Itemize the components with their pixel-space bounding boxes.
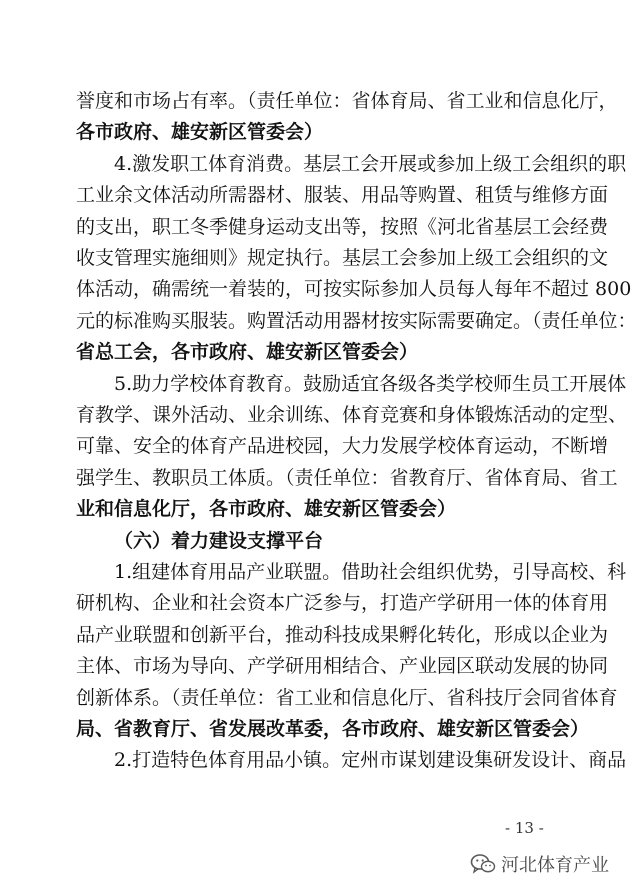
text-line: 工业余文体活动所需器材、服装、用品等购置、租赁与维修方面 — [76, 184, 609, 206]
text-line: 的支出，职工冬季健身运动支出等，按照《河北省基层工会经费 — [76, 216, 609, 238]
text-line: 主体、市场为导向、产学研用相结合、产业园区联动发展的协同 — [76, 655, 609, 677]
watermark-text: 河北体育产业 — [501, 855, 609, 876]
text-line: 省总工会，各市政府、雄安新区管委会） — [76, 341, 419, 363]
text-line: 育教学、课外活动、业余训练、体育竞赛和身体锻炼活动的定型、 — [76, 404, 628, 426]
text-line: 1.组建体育用品产业联盟。借助社会组织优势，引导高校、科 — [114, 561, 627, 583]
text-line: （六）着力建设支撑平台 — [114, 530, 324, 552]
text-line: 体活动，确需统一着装的，可按实际参加人员每人每年不超过 800 — [76, 278, 632, 300]
text-line: 业和信息化厅，各市政府、雄安新区管委会） — [76, 498, 457, 520]
text-line: 收支管理实施细则》规定执行。基层工会参加上级工会组织的文 — [76, 247, 609, 269]
wechat-icon — [470, 853, 496, 875]
text-line: 局、省教育厅、省发展改革委，各市政府、雄安新区管委会） — [76, 718, 590, 740]
text-line: 4.激发职工体育消费。基层工会开展或参加上级工会组织的职 — [114, 153, 627, 175]
text-line: 誉度和市场占有率。（责任单位：省体育局、省工业和信息化厅， — [76, 90, 618, 112]
text-line: 元的标准购买服装。购置活动用器材按实际需要确定。（责任单位： — [76, 310, 637, 332]
text-line: 研机构、企业和社会资本广泛参与，打造产学研用一体的体育用 — [76, 592, 609, 614]
watermark — [470, 849, 609, 879]
text-line: 可靠、安全的体育产品进校园，大力发展学校体育运动，不断增 — [76, 435, 609, 457]
text-line: 品产业联盟和创新平台，推动科技成果孵化转化，形成以企业为 — [76, 624, 609, 646]
text-line: 强学生、教职员工体质。（责任单位：省教育厅、省体育局、省工 — [76, 467, 618, 489]
text-line: 创新体系。（责任单位：省工业和信息化厅、省科技厅会同省体育 — [76, 687, 618, 709]
page-number: - 13 - — [505, 819, 544, 837]
text-line: 各市政府、雄安新区管委会） — [76, 121, 324, 143]
text-line: 5.助力学校体育教育。鼓励适宜各级各类学校师生员工开展体 — [114, 373, 627, 395]
text-line: 2.打造特色体育用品小镇。定州市谋划建设集研发设计、商品 — [114, 749, 627, 771]
